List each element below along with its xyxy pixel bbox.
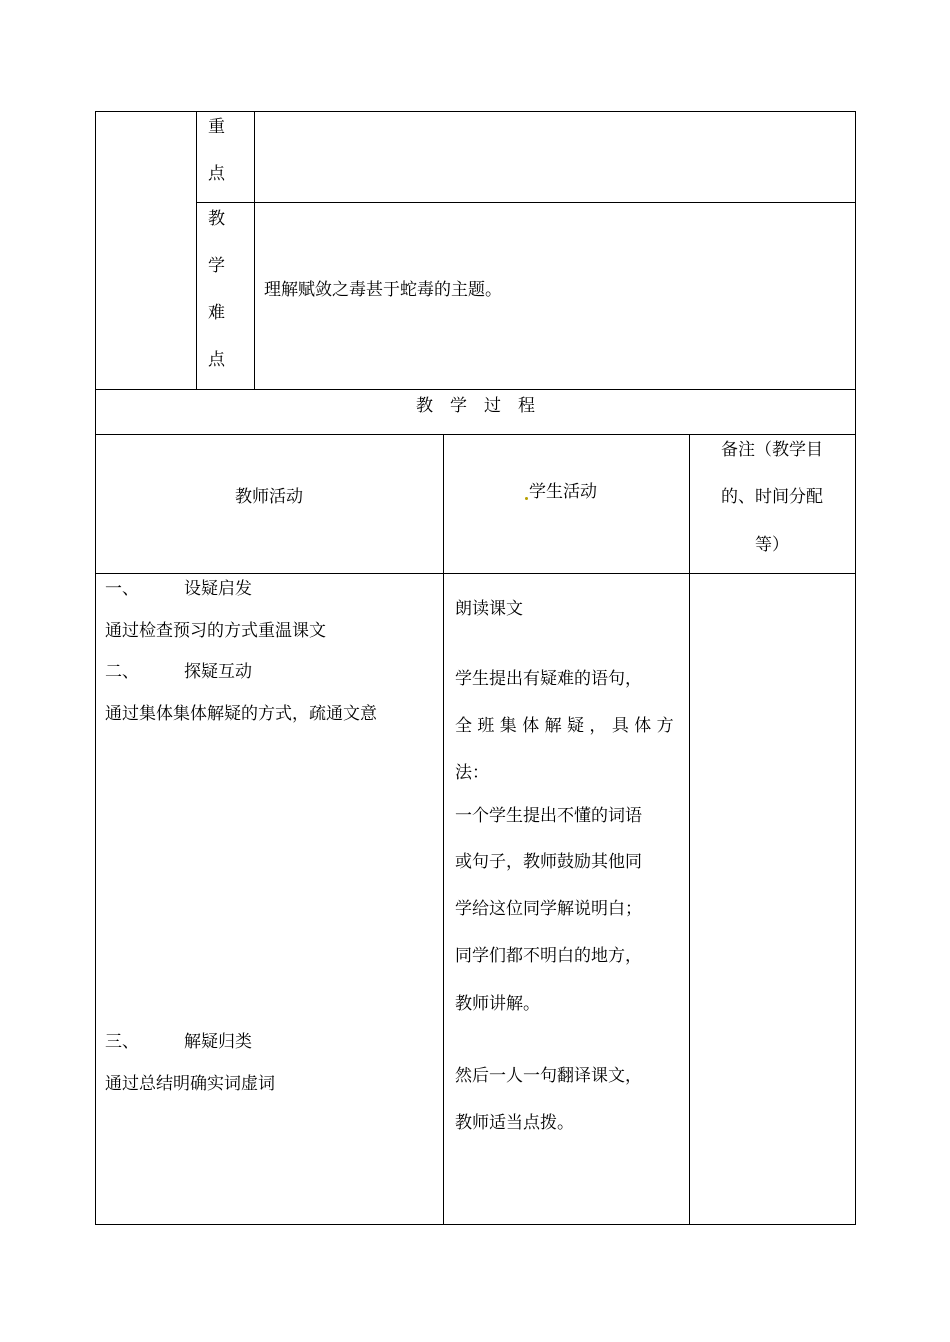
- student-line: 同学们都不明白的地方，: [455, 946, 642, 966]
- student-line: 学生提出有疑难的语句，: [455, 669, 642, 689]
- student-line: 全 班 集 体 解 疑 ， 具 体 方: [455, 716, 674, 736]
- student-line: 学给这位同学解说明白；: [455, 899, 642, 919]
- step-number: 一、: [105, 579, 139, 599]
- student-line: 朗读课文: [455, 599, 523, 619]
- divider: [196, 111, 197, 390]
- divider: [95, 573, 856, 574]
- student-line: 法：: [455, 763, 489, 783]
- table-border-top: [95, 111, 856, 112]
- table-border-bottom: [95, 1224, 856, 1225]
- divider: [443, 434, 444, 1225]
- divider: [254, 111, 255, 390]
- student-line: 教师适当点拨。: [455, 1113, 574, 1133]
- stray-dot-mark: [525, 497, 528, 500]
- student-column-header: 学生活动: [529, 482, 597, 502]
- step-title: 解疑归类: [184, 1032, 252, 1052]
- student-line: 一个学生提出不懂的词语: [455, 806, 642, 826]
- step-title: 设疑启发: [184, 579, 252, 599]
- process-header: 教 学 过 程: [416, 396, 535, 416]
- student-line: 或句子，教师鼓励其他同: [455, 852, 642, 872]
- step-number: 二、: [105, 662, 139, 682]
- divider: [95, 434, 856, 435]
- step-title: 探疑互动: [184, 662, 252, 682]
- student-line: 然后一人一句翻译课文，: [455, 1066, 642, 1086]
- step-description: 通过检查预习的方式重温课文: [105, 621, 326, 641]
- teacher-column-header: 教师活动: [235, 487, 303, 507]
- step-number: 三、: [105, 1032, 139, 1052]
- student-line: 教师讲解。: [455, 994, 540, 1014]
- step-description: 通过总结明确实词虚词: [105, 1074, 275, 1094]
- divider: [95, 389, 856, 390]
- table-border-right: [855, 111, 856, 1225]
- difficulty-content: 理解赋敛之毒甚于蛇毒的主题。: [264, 280, 502, 300]
- divider: [196, 202, 856, 203]
- table-border-left: [95, 111, 96, 1225]
- step-description: 通过集体集体解疑的方式，疏通文意: [105, 704, 377, 724]
